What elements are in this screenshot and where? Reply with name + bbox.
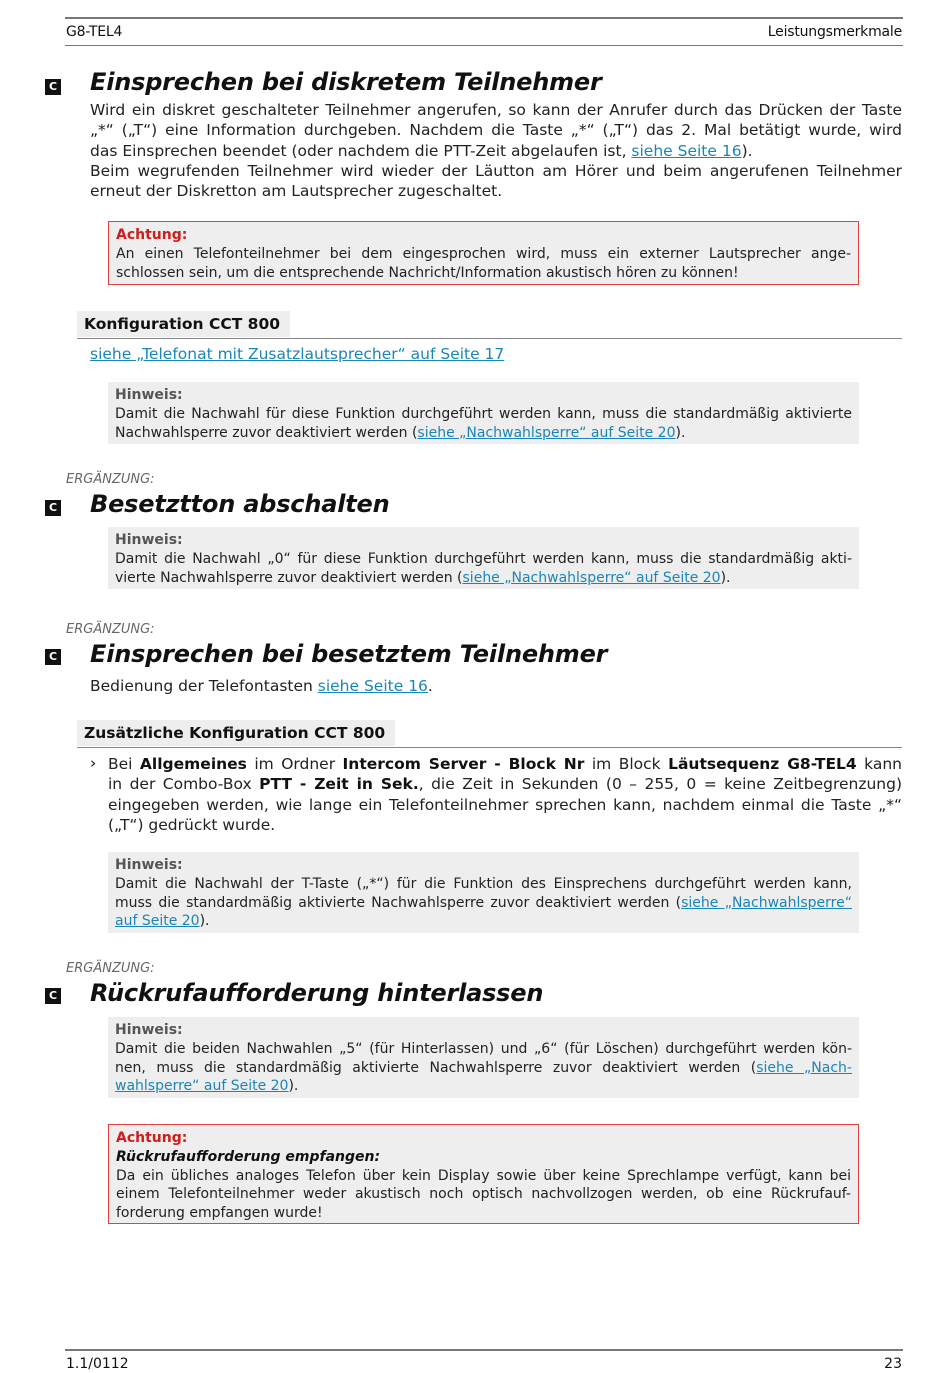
supplement-label: ERGÄNZUNG: [66,622,155,637]
config-rule [77,747,902,748]
link-nachwahlsperre-cont[interactable]: auf Seite 20 [115,913,200,930]
hint-box: Hinweis: Damit die beiden Nachwahlen „5“ (für Hinterlassen) und „6“ (für Löschen) durchgeführt werden kön- nen, muss die standardmäßig aktivierte Nachwahlsperre zuvor deaktiviert werden (siehe „Nach- wahlsperre“ auf Seite 20). [108,1017,859,1098]
section-title: Besetztton abschalten [90,490,390,518]
link-page-16[interactable]: siehe Seite 16 [317,677,428,695]
footer-page-number: 23 [884,1356,902,1372]
config-rule [77,338,902,339]
c-tag-icon: C [45,79,61,95]
section-paragraph: Wird ein diskret geschalteter Teilnehmer angerufen, so kann der Anrufer durch das Drücken der Taste „*“ („T“) eine Information durchgeben. Nachdem die Taste „*“ („T“) das 2. Mal betätigt wurde, wird das Einsprechen beendet (oder nachdem die PTT-Zeit abgelaufen ist, siehe Seite 16). Beim wegrufenden Teilnehmer wird wieder der Läutton am Hörer und beim angerufenen Teilnehmer erneut der Diskretton am Lautsprecher zugeschaltet. [90,101,902,201]
section-title: Rückrufaufforderung hinterlassen [90,979,544,1007]
supplement-label: ERGÄNZUNG: [66,961,155,976]
bullet-text: Bei Allgemeines im Ordner Intercom Server - Block Nr im Block Läutsequenz G8-TEL4 kann in der Combo-Box PTT - Zeit in Sek., die Zeit in Sekunden (0 – 255, 0 = keine Zeitbegrenzung) eingegeben werden, wie lange ein Telefonteilnehmer sprechen kann, nachdem einmal die Taste „*“ („T“) gedrückt wurde. [108,755,903,834]
hint-box: Hinweis: Damit die Nachwahl „0“ für diese Funktion durchgeführt werden kann, muss die standardmäßig akti- vierte Nachwahlsperre zuvor deaktiviert werden (siehe „Nachwahlsperre“ auf Seite 20). [108,527,859,589]
c-tag-icon: C [45,988,61,1004]
link-nachwahlsperre-cont[interactable]: wahlsperre“ auf Seite 20 [115,1078,289,1095]
link-nachwahlsperre[interactable]: siehe „Nachwahlsperre“ auf Seite 20 [462,569,721,586]
section-title: Einsprechen bei diskretem Teilnehmer [90,68,602,96]
link-nachwahlsperre[interactable]: siehe „Nachwahlsperre“ auf Seite 20 [417,424,676,441]
link-zusatzlautsprecher[interactable]: siehe „Telefonat mit Zusatzlautsprecher“ auf Seite 17 [90,345,505,363]
footer-version: 1.1/0112 [66,1356,129,1372]
supplement-label: ERGÄNZUNG: [66,472,155,487]
bullet-chevron-icon: › [90,754,97,772]
config-heading: Zusätzliche Konfiguration CCT 800 [77,720,395,746]
header-bottom-rule [65,45,903,46]
link-page-16[interactable]: siehe Seite 16 [631,141,742,160]
c-tag-icon: C [45,649,61,665]
warning-box: Achtung: An einen Telefonteilnehmer bei dem eingesprochen wird, muss ein externer Lautsprecher ange- schlossen sein, um die entsprechende Nachricht/Information akustisch hören zu können! [108,221,859,285]
warning-box: Achtung: Rückrufaufforderung empfangen: Da ein übliches analoges Telefon über kein Display sowie über keine Sprechlampe verfügt, kann bei einem Telefonteilnehmer weder akustisch noch optisch nachvollzogen werden, ob eine Rückrufauf- forderung empfangen wurde! [108,1124,859,1224]
section-title: Einsprechen bei besetztem Teilnehmer [90,640,608,668]
link-nachwahlsperre[interactable]: siehe „Nachwahlsperre“ [681,894,852,911]
header-chapter: Leistungsmerkmale [767,24,902,40]
hint-box: Hinweis: Damit die Nachwahl der T-Taste („*“) für die Funktion des Einsprechens durchgeführt werden kann, muss die standardmäßig aktivierte Nachwahlsperre zuvor deaktiviert werden (siehe „Nachwahlsperre“ auf Seite 20). [108,852,859,933]
config-paragraph [90,344,902,364]
link-nachwahlsperre[interactable]: siehe „Nach- [756,1059,852,1076]
config-heading: Konfiguration CCT 800 [77,311,290,337]
header-doc-id: G8-TEL4 [66,24,123,40]
hint-box: Hinweis: Damit die Nachwahl für diese Funktion durchgeführt werden kann, muss die standardmäßig aktivierte Nachwahlsperre zuvor deaktiviert werden (siehe „Nachwahlsperre“ auf Seite 20). [108,382,859,444]
footer-rule [65,1349,903,1351]
c-tag-icon: C [45,500,61,516]
header-top-rule [65,17,903,19]
section-paragraph: Bedienung der Telefontasten siehe Seite 16. [90,677,433,695]
